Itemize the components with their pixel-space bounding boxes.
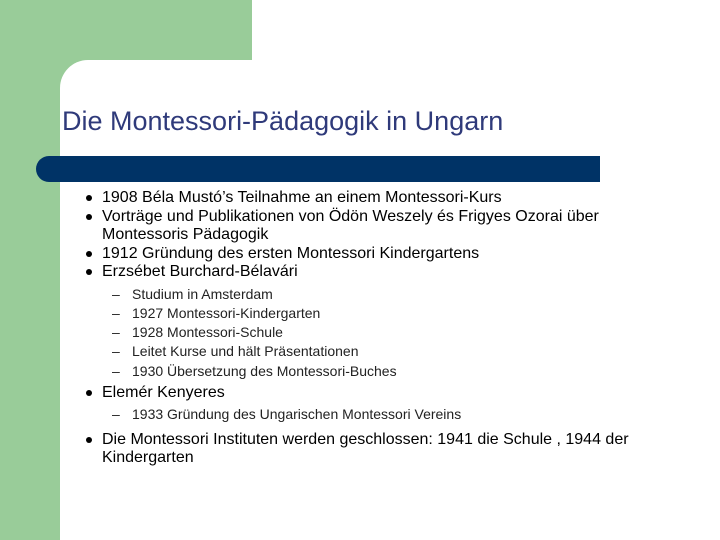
bullet-dot-icon: [86, 269, 92, 275]
title-underline-bar: [36, 156, 600, 182]
bullet-1908: [86, 189, 686, 208]
sub-bullet-1933: [86, 405, 686, 424]
bullet-geschlossen: [86, 431, 686, 468]
dash-icon: –: [112, 285, 120, 302]
sub-bullet-studium: [86, 285, 686, 304]
bullet-kenyeres: [86, 384, 686, 403]
bullet-dot-icon: [86, 390, 92, 396]
bullet-text: Erzsébet Burchard-Bélavári: [102, 263, 298, 280]
bullet-vortraege: [86, 208, 686, 245]
sub-bullet-kurse: [86, 342, 686, 361]
sub-bullet-text: 1930 Übersetzung des Montessori-Buches: [132, 362, 397, 379]
bullet-text: Vorträge und Publikationen von Ödön Weszely és Frigyes Ozorai über Montessoris Pädagogik: [102, 207, 599, 243]
bullet-text: 1912 Gründung des ersten Montessori Kindergartens: [102, 244, 480, 262]
sub-bullet-text: 1928 Montessori-Schule: [132, 324, 283, 341]
slide-content: [86, 189, 686, 468]
sub-bullet-text: 1933 Gründung des Ungarischen Montessori Vereins: [132, 406, 462, 423]
sub-bullet-text: Leitet Kurse und hält Präsentationen: [132, 343, 359, 360]
bullet-dot-icon: [86, 195, 92, 201]
dash-icon: –: [112, 343, 120, 360]
dash-icon: –: [112, 304, 120, 321]
slide-title: Die Montessori-Pädagogik in Ungarn: [62, 106, 504, 136]
bullet-text: Elemér Kenyeres: [102, 383, 225, 401]
sub-bullet-text: Studium in Amsterdam: [132, 285, 273, 302]
dash-icon: –: [112, 406, 120, 423]
bullet-burchard: [86, 263, 686, 282]
bullet-dot-icon: [86, 251, 92, 257]
bullet-dot-icon: [86, 214, 92, 220]
sub-bullet-1927: [86, 304, 686, 323]
bullet-1912: [86, 245, 686, 264]
bullet-text: 1908 Béla Mustó’s Teilnahme an einem Montessori-Kurs: [102, 189, 502, 206]
sub-bullet-text: 1927 Montessori-Kindergarten: [132, 304, 321, 321]
bullet-dot-icon: [86, 437, 92, 443]
dash-icon: –: [112, 362, 120, 379]
dash-icon: –: [112, 324, 120, 341]
sub-bullet-1930: [86, 362, 686, 381]
bullet-text: Die Montessori Instituten werden geschlossen: 1941 die Schule , 1944 der Kindergarten: [102, 430, 629, 467]
sub-bullet-1928: [86, 323, 686, 342]
decor-green-left: [0, 0, 60, 540]
